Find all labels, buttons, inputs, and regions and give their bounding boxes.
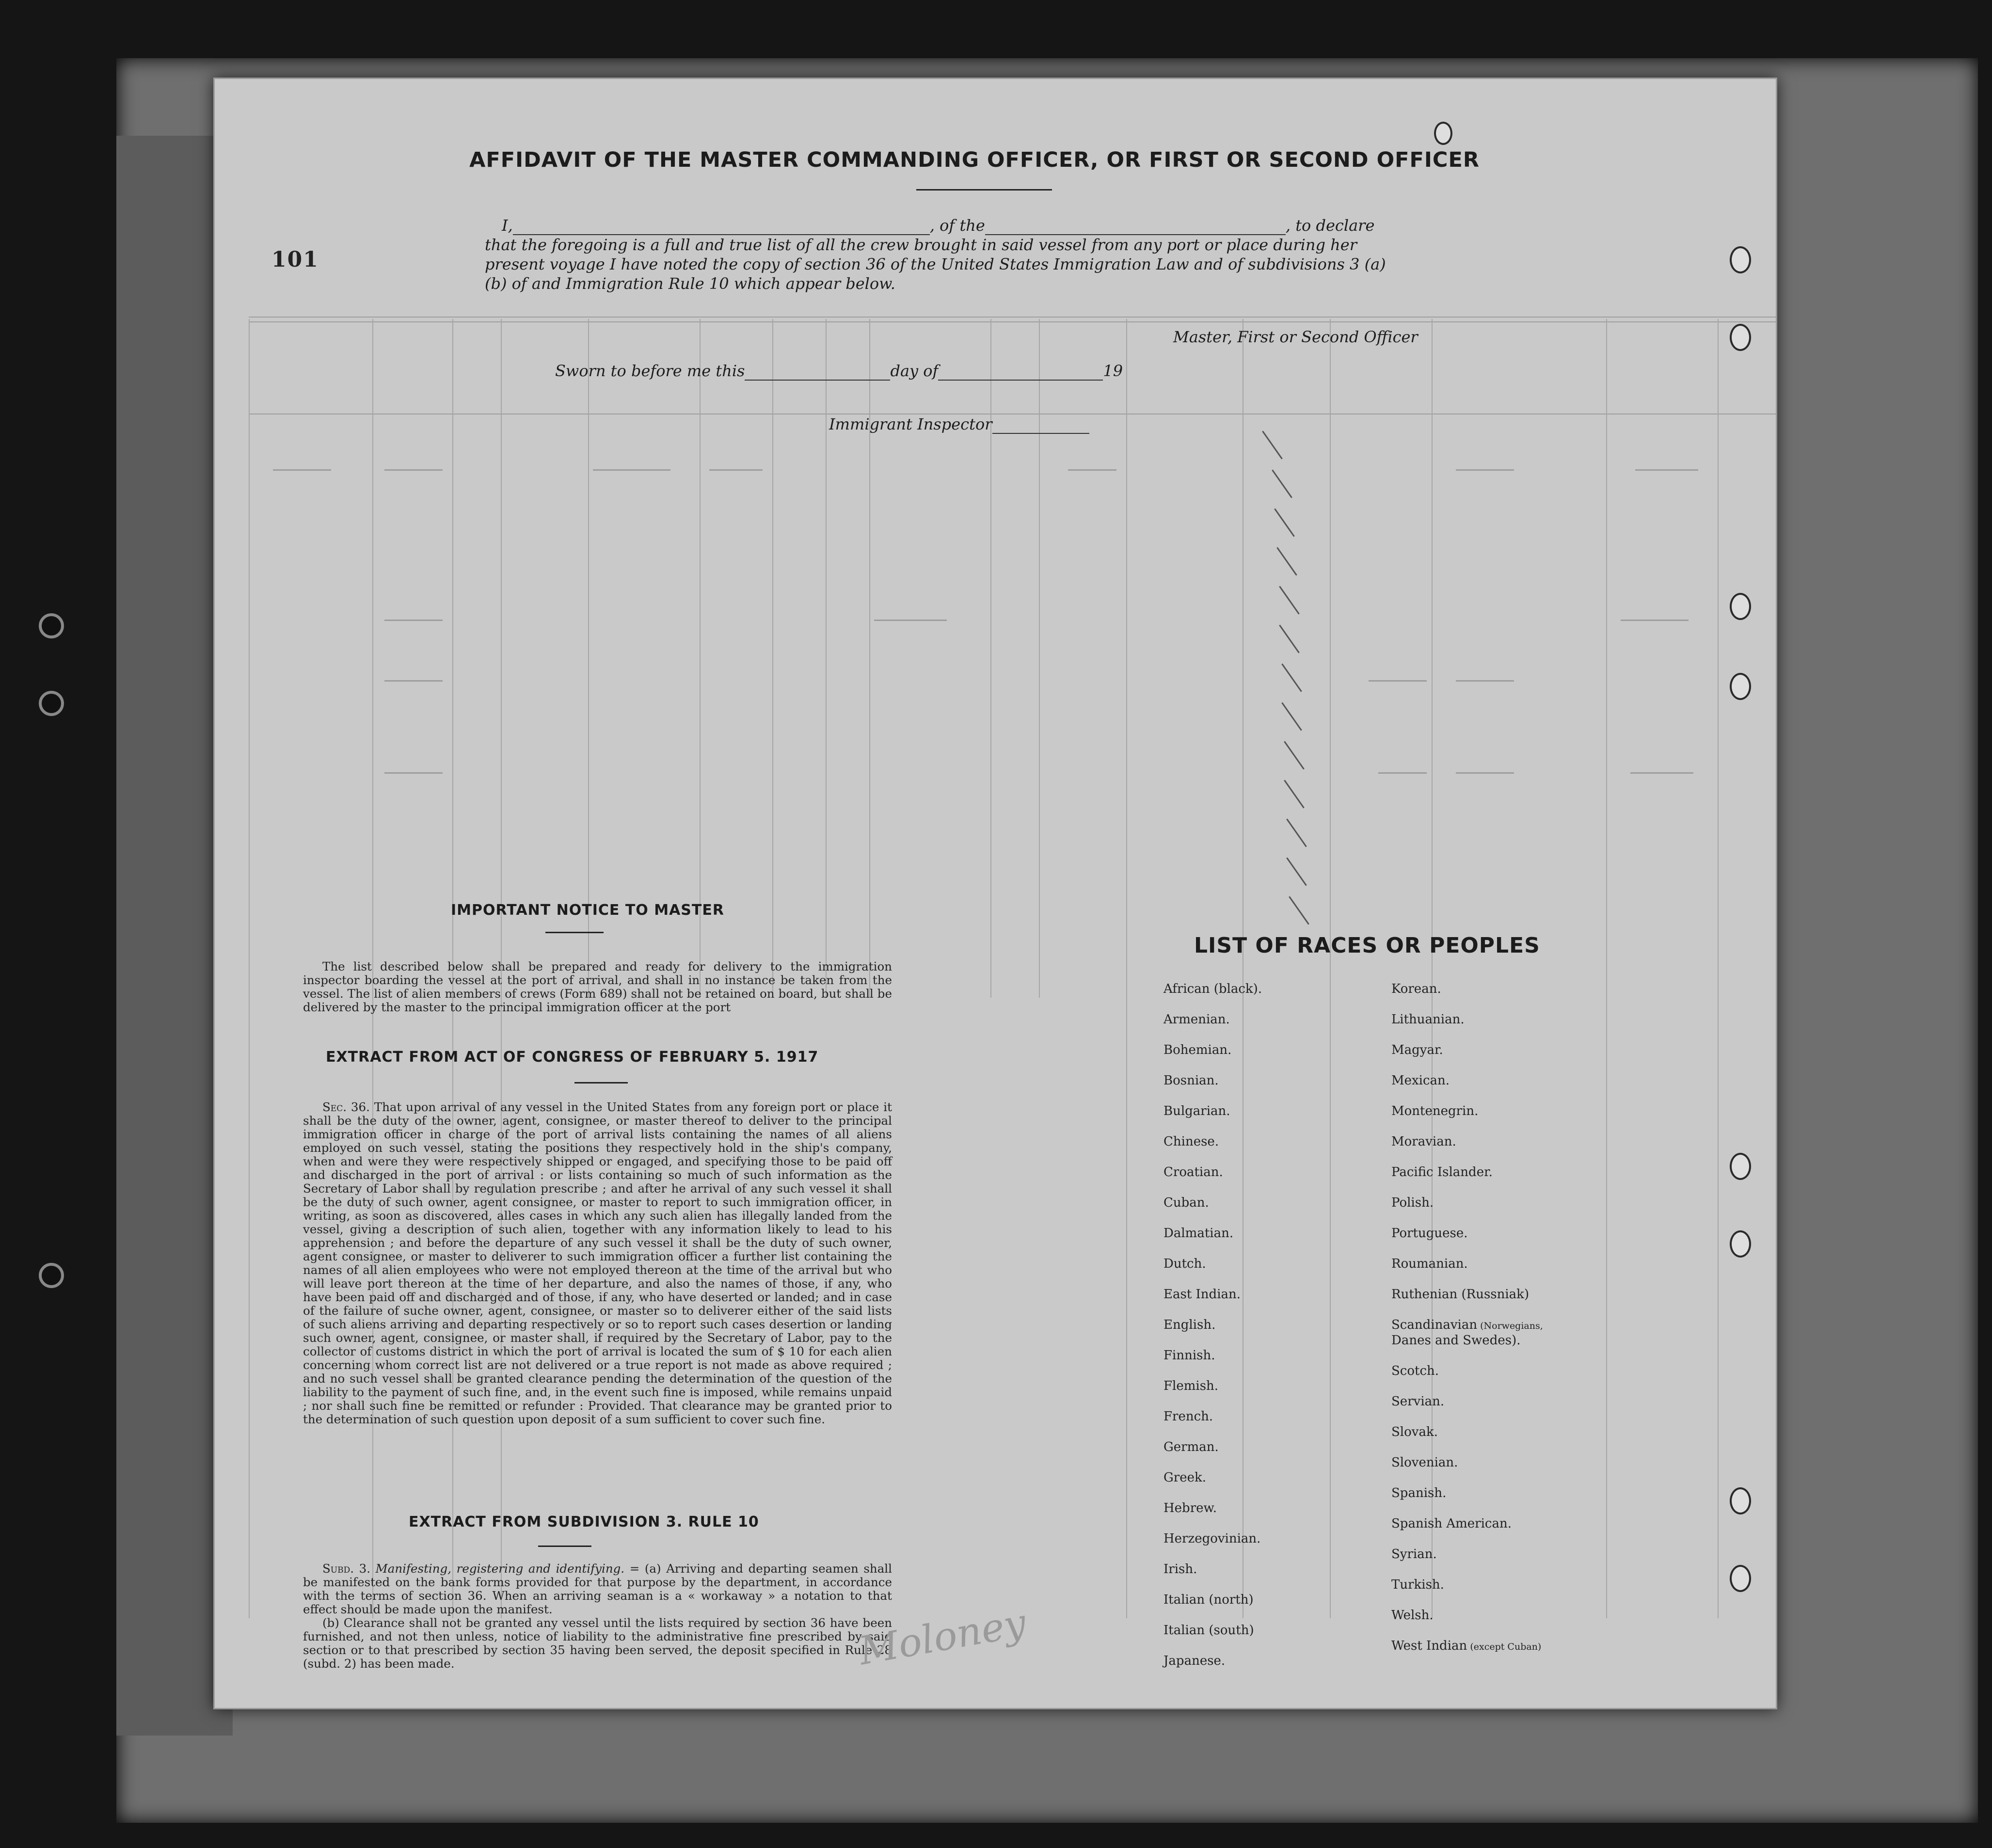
race-note: (except Cuban) (1467, 1641, 1542, 1652)
race-item: English. (1163, 1318, 1216, 1332)
subdivision-title: Manifesting, registering and identifying. (375, 1561, 625, 1576)
race-label: Servian. (1391, 1394, 1445, 1409)
master-signature-label: Master, First or Second Officer (1173, 328, 1418, 346)
race-item: French. (1163, 1409, 1213, 1424)
race-label: Mexican. (1391, 1073, 1450, 1088)
manifest-page (213, 78, 1777, 1709)
ghost-entry (1456, 772, 1514, 774)
punch-hole (1730, 1487, 1751, 1514)
tick-mark (1276, 547, 1297, 575)
tick-mark (1284, 780, 1305, 808)
race-item: Herzegovinian. (1163, 1531, 1261, 1546)
ghost-entry (384, 469, 443, 471)
tick-mark (1289, 896, 1309, 924)
race-item (1391, 1577, 1444, 1592)
day-of-label: day of (890, 362, 939, 380)
race-label: Spanish. (1391, 1486, 1447, 1500)
race-label: Slovenian. (1391, 1455, 1458, 1470)
race-item: Flemish. (1163, 1379, 1219, 1393)
ghost-column (1718, 319, 1719, 1618)
tick-mark (1272, 469, 1292, 498)
binder-hole (39, 691, 64, 716)
race-label: Spanish American. (1391, 1516, 1512, 1531)
race-item: Dalmatian. (1163, 1226, 1234, 1241)
race-label: Turkish. (1391, 1577, 1444, 1592)
faint-signature: Moloney (855, 1600, 1030, 1674)
race-item: Greek. (1163, 1470, 1206, 1485)
inspector-line (829, 414, 1089, 434)
race-label: Moravian. (1391, 1134, 1456, 1149)
year-label: 19 (1103, 362, 1123, 380)
sworn-label: Sworn to before me this (555, 362, 745, 380)
subdivision-a: = (a) Arriving and departing seamen shall be manifested on the bank forms provided for that purpose by the department, in accordance with the terms of section 36. When an arriving seaman is a « workaway » a notation to that effect should be made upon the manifest. (303, 1561, 892, 1616)
binder-hole (39, 613, 64, 638)
race-item (1391, 1516, 1512, 1531)
subdivision-label: Subd. 3. (322, 1561, 371, 1576)
race-item: Italian (north) (1163, 1593, 1254, 1607)
ghost-entry (593, 469, 670, 471)
inspector-label: Immigrant Inspector (829, 415, 992, 433)
race-item (1391, 1257, 1468, 1271)
race-label: Syrian. (1391, 1547, 1437, 1561)
tick-mark (1279, 586, 1300, 614)
race-item: Bosnian. (1163, 1073, 1219, 1088)
tick-mark (1281, 702, 1302, 731)
affidavit-declare-label: , to declare (1285, 216, 1375, 235)
affidavit-title: AFFIDAVIT OF THE MASTER COMMANDING OFFICER, OR FIRST OR SECOND OFFICER (469, 148, 1480, 172)
race-item: Dutch. (1163, 1257, 1206, 1271)
race-note: (Norwegians, (1477, 1321, 1543, 1331)
affidavit-i-label: I, (502, 216, 513, 235)
ghost-column (1126, 319, 1127, 1618)
ghost-rule (249, 317, 1776, 318)
race-item: Japanese. (1163, 1654, 1226, 1668)
punch-hole (1730, 1565, 1751, 1592)
ghost-column (249, 319, 250, 1618)
ghost-column (1432, 319, 1433, 1618)
punch-hole (1730, 246, 1751, 273)
race-label: Ruthenian (Russniak) (1391, 1287, 1530, 1302)
affidavit-line-2: that the foregoing is a full and true list of all the crew brought in said vessel from any port or place during her (485, 236, 1357, 254)
sworn-line (555, 361, 1123, 381)
race-item (1391, 1195, 1434, 1210)
race-item (1391, 1639, 1541, 1653)
race-item: Italian (south) (1163, 1623, 1254, 1638)
punch-hole (1434, 122, 1452, 145)
punch-hole (1730, 1230, 1751, 1258)
race-item: Hebrew. (1163, 1501, 1217, 1515)
race-item (1391, 1455, 1458, 1470)
ghost-entry (1068, 469, 1116, 471)
race-item (1391, 1073, 1450, 1088)
day-blank (745, 380, 890, 381)
ghost-column (772, 319, 773, 998)
heading-rule (538, 1545, 591, 1547)
race-item (1391, 1287, 1529, 1302)
race-item (1391, 1608, 1434, 1623)
affidavit-line-4: (b) of and Immigration Rule 10 which appear below. (485, 274, 895, 293)
race-label: West Indian (1391, 1639, 1467, 1653)
ghost-entry (273, 469, 331, 471)
ghost-column (826, 319, 827, 998)
race-item (1391, 1226, 1468, 1241)
race-item: Chinese. (1163, 1134, 1219, 1149)
act-text (303, 1100, 892, 1426)
rule-heading: EXTRACT FROM SUBDIVISION 3. RULE 10 (409, 1513, 759, 1530)
race-label: Welsh. (1391, 1608, 1434, 1623)
tick-mark (1286, 818, 1307, 847)
race-item (1391, 1318, 1543, 1332)
ghost-rule (249, 321, 1776, 322)
race-item: Cuban. (1163, 1195, 1209, 1210)
title-rule (916, 189, 1052, 191)
notice-text (303, 960, 892, 1014)
race-label: Magyar. (1391, 1043, 1443, 1057)
race-item: German. (1163, 1440, 1219, 1454)
race-item: Bulgarian. (1163, 1104, 1230, 1118)
inspector-blank (992, 433, 1089, 434)
race-item (1391, 1012, 1465, 1027)
ghost-entry (1456, 680, 1514, 682)
ghost-entry (1635, 469, 1698, 471)
affidavit-of-label: , of the (929, 216, 985, 235)
race-item: Irish. (1163, 1562, 1197, 1577)
notice-paragraph: The list described below shall be prepared and ready for delivery to the immigration inspector boarding the vessel at the port of arrival, and shall in no instance be taken from the vessel. The list of alien members of crews (Form 689) shall not be retained on board, but shall be delivered by the master to the principal immigration officer at the port (303, 959, 892, 1014)
race-item: Croatian. (1163, 1165, 1223, 1179)
punch-hole (1730, 1153, 1751, 1180)
act-heading: EXTRACT FROM ACT OF CONGRESS OF FEBRUARY 5. 1917 (326, 1049, 819, 1066)
race-item (1391, 1547, 1437, 1561)
race-item (1391, 1425, 1438, 1439)
month-blank (938, 380, 1103, 381)
ghost-entry (709, 469, 763, 471)
race-item: Finnish. (1163, 1348, 1215, 1363)
race-item (1391, 982, 1441, 996)
ghost-entry (1378, 772, 1427, 774)
ghost-entry (384, 680, 443, 682)
rule-text (303, 1562, 892, 1671)
ghost-entry (384, 620, 443, 621)
race-item (1391, 1394, 1444, 1409)
ghost-entry (1621, 620, 1689, 621)
ghost-column (1330, 319, 1331, 1618)
tick-mark (1281, 663, 1302, 692)
punch-hole (1730, 673, 1751, 700)
race-label: Scotch. (1391, 1364, 1439, 1378)
ghost-entry (1630, 772, 1693, 774)
tick-mark (1279, 624, 1300, 653)
ghost-entry (874, 620, 947, 621)
race-item (1391, 1134, 1456, 1149)
race-note-continuation: Danes and Swedes). (1391, 1333, 1521, 1348)
race-item (1391, 1104, 1478, 1118)
race-label: Pacific Islander. (1391, 1165, 1493, 1179)
race-item: African (black). (1163, 982, 1262, 996)
race-label: Slovak. (1391, 1425, 1438, 1439)
ghost-entry (384, 772, 443, 774)
ghost-entry (1456, 469, 1514, 471)
page-number-stamp: 101 (271, 247, 319, 272)
race-item: East Indian. (1163, 1287, 1241, 1302)
race-label: Montenegrin. (1391, 1104, 1479, 1118)
binder-hole (39, 1263, 64, 1288)
ghost-column (1606, 319, 1607, 1618)
ghost-column (588, 319, 589, 998)
tick-mark (1284, 741, 1305, 769)
race-item (1391, 1043, 1443, 1057)
subdivision-b: (b) Clearance shall not be granted any vessel until the lists required by section 36 have been furnished, and not then unless, notice of liability to the administrative fine prescribed by said section or to that prescribed by section 35 having been served, the deposit specified in Rule 28 (subd. 2) has been made. (303, 1616, 892, 1671)
tick-mark (1262, 430, 1283, 459)
heading-rule (545, 932, 604, 933)
ghost-column (700, 319, 701, 998)
punch-hole (1730, 593, 1751, 620)
race-item: Armenian. (1163, 1012, 1230, 1027)
race-item (1391, 1165, 1493, 1179)
tick-mark (1286, 857, 1307, 886)
race-label: Portuguese. (1391, 1226, 1468, 1241)
section-label: Sec. 36. (322, 1100, 370, 1114)
race-label: Scandinavian (1391, 1318, 1478, 1332)
race-item: Bohemian. (1163, 1043, 1232, 1057)
tick-mark (1274, 508, 1295, 537)
race-label: Polish. (1391, 1195, 1434, 1210)
punch-hole (1730, 324, 1751, 351)
race-item (1391, 1364, 1439, 1378)
heading-rule (574, 1082, 628, 1083)
ghost-entry (1369, 680, 1427, 682)
race-label: Lithuanian. (1391, 1012, 1465, 1027)
affidavit-line-1 (502, 216, 1374, 235)
section-body: That upon arrival of any vessel in the United States from any foreign port or place it shall be the duty of the owner, agent, consignee, or master thereof to deliver to the principal immigration officer in charge of the port of arrival lists containing the names of all aliens employed on such vessel, stating the positions they respectively hold in the ship's company, when and were they were respectively shipped or engaged, and specifying those to be paid off and discharged in the port of arrival : or lists containing so much of such information as the Secretary of Labor shall by regulation prescribe ; and after he arrival of any such vessel it shall be the duty of such owner, agent consignee, or master to report to such immigration officer, in writing, as soon as discovered, alles cases in which any such alien has illegally landed from the vessel, giving a description of such alien, together with any information likely to lead to his apprehension ; and before the departure of any such vessel it shall be the duty of such owner, agent consignee, or master to deliverer to such immigration officer a further list containing the names of all alien employees who were not employed thereon at the time of the arrival but who will leave port thereon at the time of her departure, and also the names of those, if any, who have been paid off and discharged and of those, if any, who have deserted or landed; and in case of the failure of suche owner, agent, consignee, or master so to deliverer either of the said lists of such aliens arriving and departing respectively or so to report such cases desertion or landing such owner, agent, consignee, or master shall, if required by the Secretary of Labor, pay to the collector of customs district in which the port of arrival is located the sum of $ 10 for each alien concerning whom correct list are not delivered or a true report is not made as above required ; and no such vessel shall be granted clearance pending the determination of the question of the liability to the payment of such fine, and, in the event such fine is imposed, while remains unpaid ; nor shall such fine be remitted or refunder : Provided. That clearance may be granted prior to the determination of such question upon deposit of a sum sufficient to cover such fine. (303, 1100, 892, 1426)
races-heading: LIST OF RACES OR PEOPLES (1194, 933, 1540, 958)
race-label: Korean. (1391, 982, 1441, 996)
race-item (1391, 1486, 1446, 1500)
race-label: Roumanian. (1391, 1257, 1468, 1271)
notice-heading: IMPORTANT NOTICE TO MASTER (451, 902, 724, 919)
affidavit-line-3: present voyage I have noted the copy of section 36 of the United States Immigration Law and of subdivisions 3 (a) (485, 255, 1386, 273)
